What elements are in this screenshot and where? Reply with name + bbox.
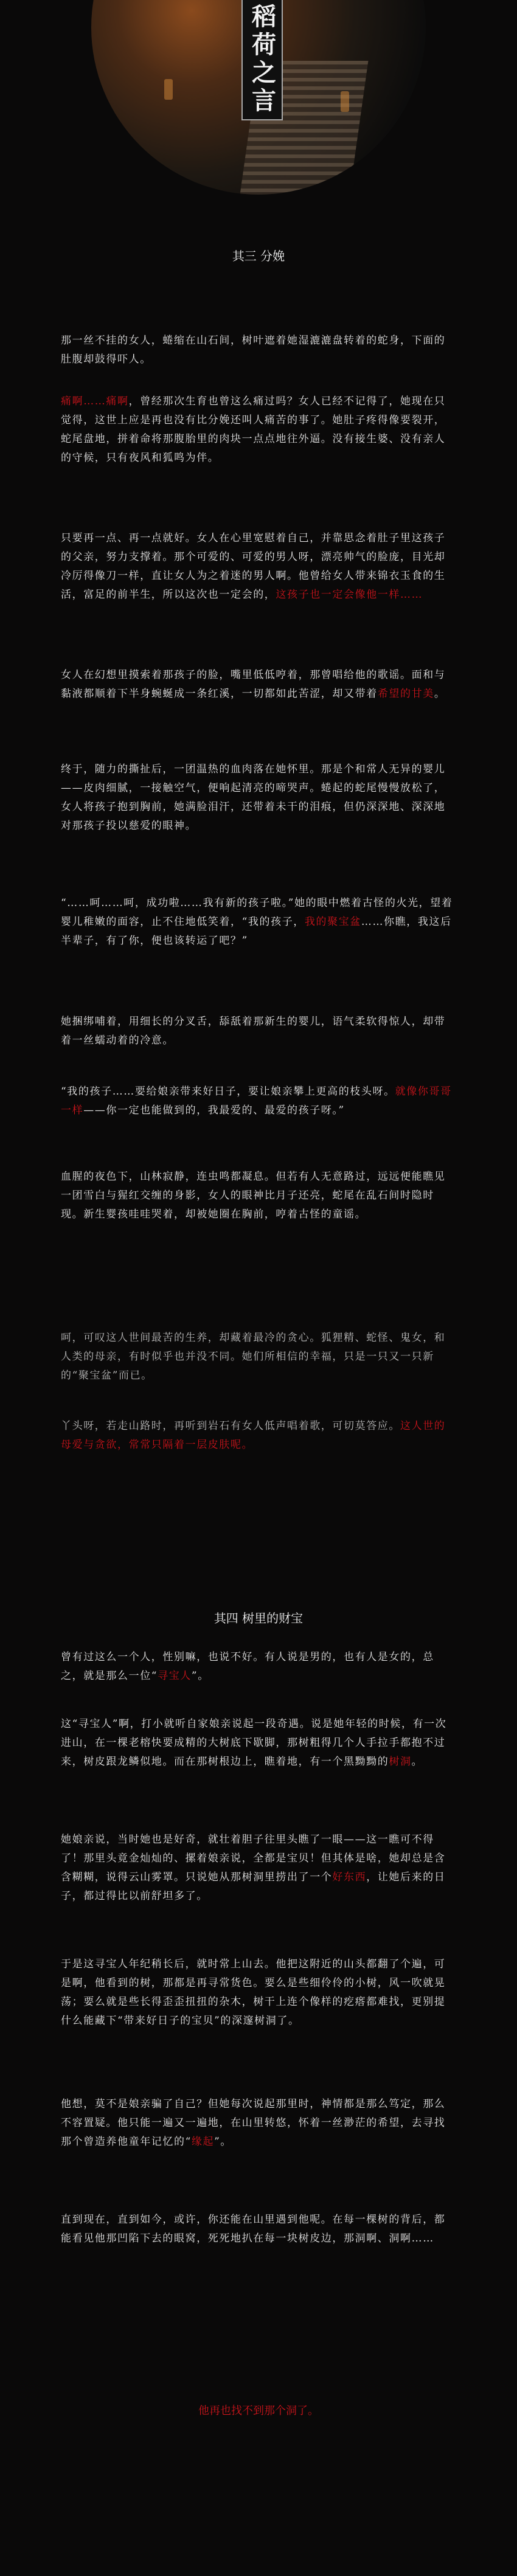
ch3-p6-text: “……呵……呵，成功啦……我有新的孩子啦。”她的眼中燃着古怪的火光，望着婴儿稚嫩的面容，止不住地低笑着，“我的孩子， [61, 897, 453, 928]
ch3-paragraph-1: 那一丝不挂的女人，蜷缩在山石间，树叶遮着她湿漉漉盘转着的蛇身，下面的肚腹却鼓得吓人。 [61, 334, 446, 365]
ch4-p5-red: 缘起 [191, 2136, 215, 2148]
ch3-paragraph-6 [61, 894, 456, 950]
ch3-paragraph-2 [61, 392, 456, 468]
ch3-p2-text: ，曾经那次生育也曾这么痛过吗？女人已经不记得了，她现在只觉得，这世上应是再也没有比分娩还叫人痛苦的事了。她肚子疼得像要裂开，蛇尾盘地，拼着命将那腹胎里的肉块一点点地往外逼。没有接生婆、没有亲人的守候，只有夜风和狐鸣为伴。 [61, 395, 446, 464]
ch3-paragraph-4 [61, 666, 456, 704]
ch3-paragraph-3 [61, 529, 456, 604]
ch4-paragraph-1 [61, 1648, 456, 1686]
ch4-p3-red: 好东西 [332, 1871, 367, 1883]
ch3-p8-end: ——你一定也能做到的，我最爱的、最爱的孩子呀。” [83, 1104, 345, 1117]
ch3-p8-red: 就像你哥哥一样 [61, 1085, 452, 1117]
ch3-p3-red: 这孩子也一定会像他一样…… [276, 589, 423, 601]
ch4-paragraph-6: 直到现在，直到如今，或许，你还能在山里遇到他呢。在每一棵树的背后，都能看见他那凹陷下去的眼窝，死死地扒在每一块树皮边，那洞啊、洞啊…… [61, 2214, 446, 2245]
ch3-paragraph-7: 她捆绑哺着，用细长的分叉舌，舔舐着那新生的婴儿，语气柔软得惊人，却带着一丝蠕动着的冷意。 [61, 1016, 446, 1047]
ch3-p6-red: 我的聚宝盆 [304, 916, 361, 928]
ch4-p1-red: 寻宝人 [158, 1670, 192, 1682]
ch3-p11-text: 丫头呀，若走山路时，再听到岩石有女人低声唱着歌，可切莫答应。 [61, 1420, 400, 1432]
title-box [241, 0, 283, 120]
ch3-p4-end: 。 [434, 688, 446, 700]
ch4-paragraph-4: 于是这寻宝人年纪稍长后，就时常上山去。他把这附近的山头都翻了个遍，可是啊，他看到的树，那都是再寻常货色。要么是些细伶伶的小树，风一吹就晃荡；要么就是些长得歪歪扭扭的杂木，树干上连个像样的疙瘩都难找，更别提什么能藏下“带来好日子的宝贝”的深邃树洞了。 [61, 1958, 446, 2027]
ch3-p3-text: 只要再一点、再一点就好。女人在心里宽慰着自己，并靠思念着肚子里这孩子的父亲，努力支撑着。那个可爱的、可爱的男人呀，漂亮帅气的脸庞，目光却冷厉得像刀一样，直让女人为之着迷的男人啊。他曾给女人带来锦衣玉食的生活，富足的前半生，所以这次也一定会的， [61, 532, 446, 601]
page-title: 稻荷之言 [248, 4, 277, 116]
chapter-4-heading: 其四 树里的财宝 [213, 1611, 304, 1626]
lantern-left [164, 79, 173, 100]
ch3-paragraph-9: 血腥的夜色下，山林寂静，连虫鸣都凝息。但若有人无意路过，远远便能瞧见一团雪白与猩红交缠的身影，女人的眼神比月子还亮，蛇尾在乱石间时隐时现。新生婴孩哇哇哭着，却被她圈在胸前，哼着古怪的童谣。 [61, 1171, 446, 1220]
lantern-right [341, 91, 349, 112]
ch4-p5-end: ”。 [214, 2136, 232, 2148]
ch3-p4-text: 女人在幻想里摸索着那孩子的脸，嘴里低低哼着，那曾唱给他的歌谣。面和与黏液都顺着下半身蜿蜒成一条红溪，一切都如此苦涩，却又带着 [61, 669, 446, 700]
ch3-p4-red: 希望的甘美 [377, 688, 434, 700]
ch4-paragraph-2 [61, 1715, 456, 1771]
ch3-p6-end: ……你瞧，我这后半辈子，有了你，便也该转运了吧？” [61, 916, 452, 947]
ch3-paragraph-10: 呵，可叹这人世间最苦的生养，却藏着最冷的贪心。狐狸精、蛇怪、鬼女，和人类的母亲，有时似乎也并没不同。她们所相信的幸福，只是一只又一只新的“聚宝盆”而已。 [61, 1332, 446, 1382]
ch3-p2-red: 痛啊……痛啊 [61, 395, 129, 407]
ch4-paragraph-5 [61, 2095, 456, 2152]
ch3-p8-text: “我的孩子……要给娘亲带来好日子，要让娘亲攀上更高的枝头呀。 [61, 1085, 395, 1098]
chapter-3-heading: 其三 分娩 [232, 249, 285, 263]
hero-banner [0, 0, 517, 195]
ch3-paragraph-5: 终于，随力的撕扯后，一团温热的血肉落在她怀里。那是个和常人无异的婴儿——皮肉细腻，一接触空气，便响起清亮的啼哭声。蜷起的蛇尾慢慢放松了，女人将孩子抱到胸前，她满脸泪汗，还带着未干的泪痕，但仍深深地、深深地对那孩子投以慈爱的眼神。 [61, 763, 446, 832]
ch4-p3-end: ，让她后来的日子，都过得比以前舒坦多了。 [61, 1871, 446, 1902]
ch3-paragraph-8 [61, 1082, 456, 1120]
ch4-paragraph-3 [61, 1830, 456, 1906]
ch4-p2-text: 这“寻宝人”啊，打小就听自家娘亲说起一段奇遇。说是她年轻的时候，有一次进山，在一棵老榕快要成精的大树底下歇脚，那树粗得几个人手拉手都抱不过来，树皮跟龙鳞似地。而在那树根边上，瞧着地，有一个黑黝黝的 [61, 1718, 447, 1768]
ch3-p11-red: 这人世的母爱与贪欲，常常只隔着一层皮肤呢。 [61, 1420, 446, 1451]
ch3-paragraph-11 [61, 1417, 456, 1455]
ch4-p3-text: 她娘亲说，当时她也是好奇，就壮着胆子往里头瞧了一眼——这一瞧可不得了！那里头竟金灿灿的、摞着娘亲说，全都是宝贝！但其体是啥，她却总是含含糊糊，说得云山雾罩。只说她从那树洞里捞出了一个 [61, 1833, 446, 1883]
ch4-p1-text: 曾有过这么一个人，性别嘛，也说不好。有人说是男的，也有人是女的，总之，就是那么一位“ [61, 1651, 434, 1682]
ch4-p1-end: ”。 [191, 1670, 209, 1682]
ch4-p2-end: 。 [411, 1756, 423, 1768]
ch4-p2-red: 树洞 [389, 1756, 412, 1768]
ending-line: 他再也找不到那个洞了。 [198, 2405, 319, 2417]
ch4-p5-text: 他想，莫不是娘亲骗了自己？但她每次说起那里时，神情都是那么笃定，那么不容置疑。他只能一遍又一遍地，在山里转悠，怀着一丝渺茫的希望，去寻找那个曾造养他童年记忆的“ [61, 2098, 446, 2148]
